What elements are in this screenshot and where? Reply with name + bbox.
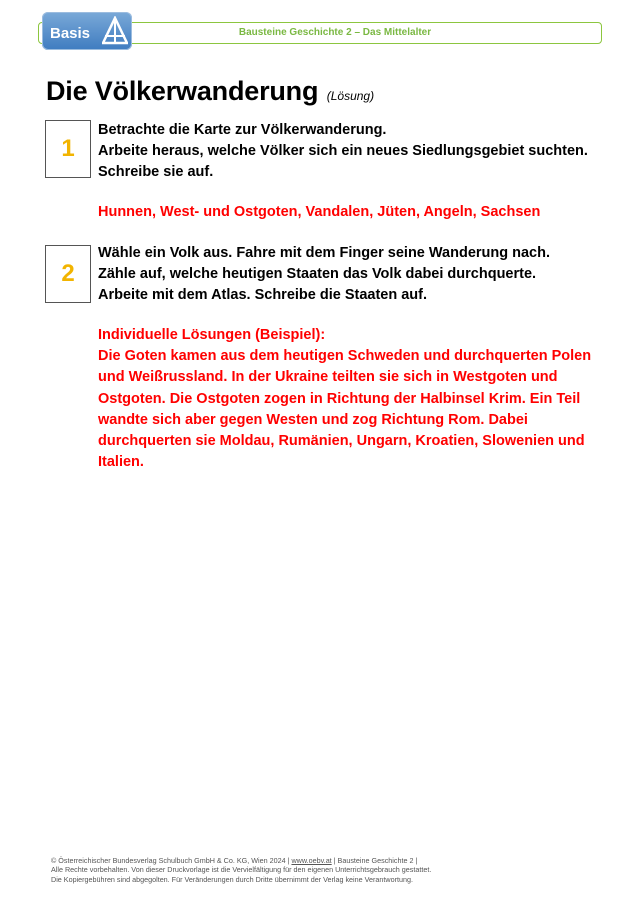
task-line: Betrachte die Karte zur Völkerwanderung. (98, 122, 387, 138)
page-title: Die Völkerwanderung (46, 76, 319, 106)
task-answer-1 (98, 202, 598, 223)
task-instructions-1 (98, 120, 598, 183)
logo-text: Basis (50, 25, 91, 42)
task-number-box-1: 1 (45, 120, 91, 178)
answer-line: Individuelle Lösungen (Beispiel): (98, 327, 326, 343)
answer-line: Italien. (98, 454, 144, 471)
task-line: Arbeite mit dem Atlas. Schreibe die Staaten auf. (98, 287, 428, 303)
page-title-row (46, 76, 374, 107)
footer-copyright: © Österreichischer Bundesverlag Schulbuch GmbH & Co. KG, Wien 2024 | (51, 856, 292, 865)
task-instructions-2 (98, 243, 598, 306)
page-subtitle: (Lösung) (326, 89, 375, 103)
footer-series: | Bausteine Geschichte 2 | (331, 856, 418, 865)
task-line: Zähle auf, welche heutigen Staaten das Volk dabei durchquerte. (98, 266, 537, 282)
triangle-logo-icon (102, 16, 128, 46)
footer-line-2: Alle Rechte vorbehalten. Von dieser Druckvorlage ist die Vervielfältigung für den eigenen Unterrichtsgebrauch gestattet. (51, 865, 432, 875)
answer-line: Hunnen, West- und Ostgoten, Vandalen, Jüten, Angeln, Sachsen (98, 204, 541, 220)
basis-logo (42, 12, 132, 50)
task-answer-2 (98, 325, 598, 473)
footer-line-1 (51, 856, 611, 865)
answer-line: Die Goten kamen aus dem heutigen Schweden und durchquerten Polen (98, 348, 592, 365)
task-line: Arbeite heraus, welche Völker sich ein neues Siedlungsgebiet suchten. (98, 143, 588, 159)
header-title: Bausteine Geschichte 2 – Das Mittelalter (238, 27, 432, 38)
footer-line-3: Die Kopiergebühren sind abgegolten. Für Veränderungen durch Dritte übernimmt der Verlag keine Verantwortung. (51, 874, 413, 884)
task-number-box-2: 2 (45, 245, 91, 303)
task-line: Schreibe sie auf. (98, 164, 214, 180)
answer-line: und Weißrussland. In der Ukraine teilten sie sich in Westgoten und (98, 369, 558, 386)
answer-line: wandte sich aber gegen Westen und zog Richtung Rom. Dabei (98, 411, 528, 428)
publisher-link[interactable]: www.oebv.at (291, 856, 332, 865)
task-line: Wähle ein Volk aus. Fahre mit dem Finger seine Wanderung nach. (98, 245, 551, 261)
answer-line: durchquerten sie Moldau, Rumänien, Ungarn, Kroatien, Slowenien und (98, 433, 585, 450)
copyright-footer (51, 856, 611, 884)
answer-line: Ostgoten. Die Ostgoten zogen in Richtung der Halbinsel Krim. Ein Teil (98, 390, 581, 407)
